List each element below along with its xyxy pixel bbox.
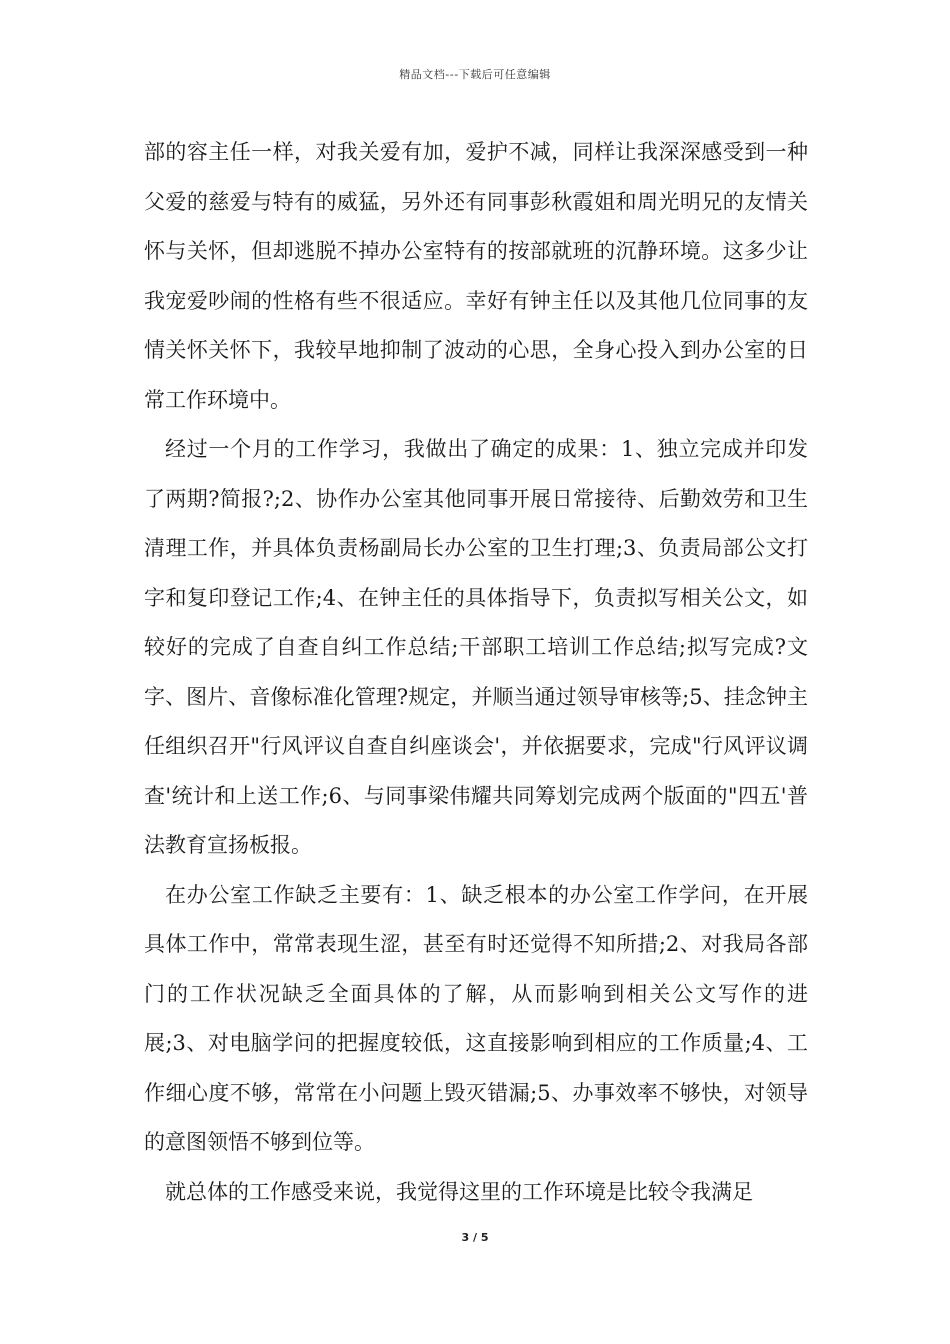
paragraph-1: 部的容主任一样，对我关爱有加，爱护不减，同样让我深深感受到一种父爱的慈爱与特有的威猛，另外还有同事彭秋霞姐和周光明兄的友情关怀与关怀，但却逃脱不掉办公室特有的按部就班的沉静环境。这多少让我宠爱吵闹的性格有些不很适应。幸好有钟主任以及其他几位同事的友情关怀关怀下，我较早地抑制了波动的心思，全身心投入到办公室的日常工作环境中。 (144, 140, 808, 412)
page-number: 3 / 5 (461, 1231, 489, 1244)
paragraph-3-text: 在办公室工作缺乏主要有：1、缺乏根本的办公室工作学问，在开展具体工作中，常常表现生涩，甚至有时还觉得不知所措;2、对我局各部门的工作状况缺乏全面具体的了解，从而影响到相关公文写作的进展;3、对电脑学问的把握度较低，这直接影响到相应的工作质量;4、工作细心度不够，常常在小问题上毁灭错漏;5、办事效率不够快，对领导的意图领悟不够到位等。 (144, 882, 808, 1154)
paragraph-4 (144, 1168, 808, 1218)
paragraph-2-text: 经过一个月的工作学习，我做出了确定的成果：1、独立完成并印发了两期?简报?;2、协作办公室其他同事开展日常接待、后勤效劳和卫生清理工作，并具体负责杨副局长办公室的卫生打理;3、负责局部公文打字和复印登记工作;4、在钟主任的具体指导下，负责拟写相关公文，如较好的完成了自查自纠工作总结;干部职工培训工作总结;拟写完成?文字、图片、音像标准化管理?规定，并顺当通过领导审核等;5、挂念钟主任组织召开"行风评议自查自纠座谈会'，并依据要求，完成"行风评议调查'统计和上送工作;6、与同事梁伟耀共同筹划完成两个版面的"四五'普法教育宣扬板报。 (144, 437, 808, 857)
paragraph-2 (144, 425, 808, 871)
page-header: 精品文档---下载后可任意编辑 (399, 68, 551, 81)
document-body (144, 128, 808, 1217)
paragraph-3 (144, 871, 808, 1168)
paragraph-4-text: 就总体的工作感受来说，我觉得这里的工作环境是比较令我满足 (165, 1179, 753, 1204)
